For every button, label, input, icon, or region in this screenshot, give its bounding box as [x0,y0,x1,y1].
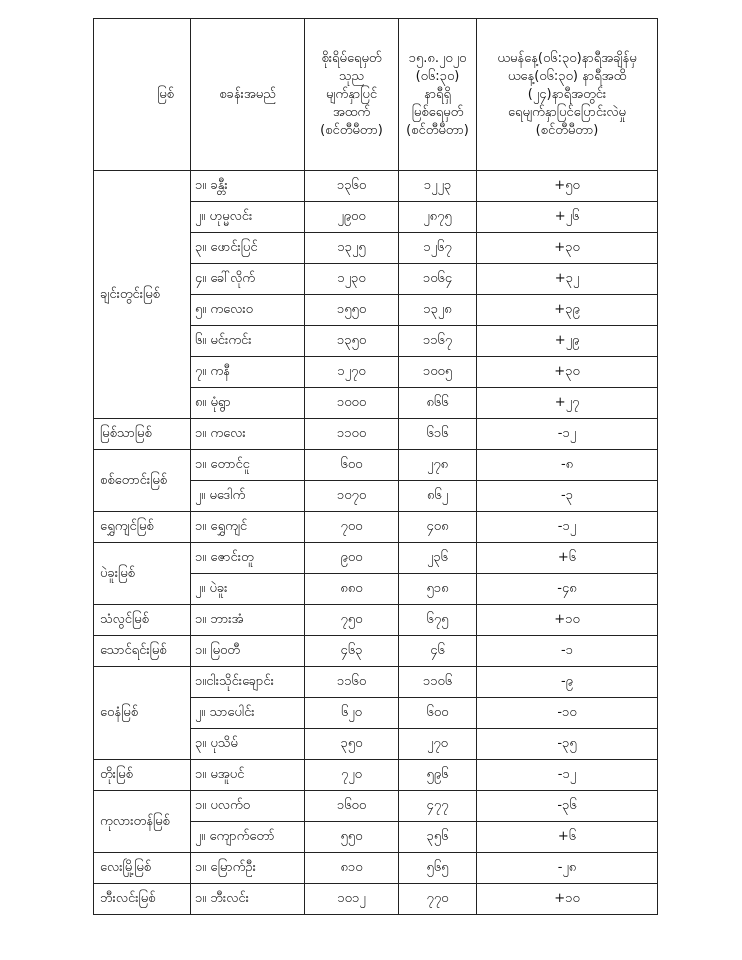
current-level-cell: ၁၀၆၄ [399,264,477,295]
current-level-cell: ၆၁၆ [399,419,477,450]
current-level-cell: ၇၇၀ [399,884,477,915]
station-name-cell: ၁။ ခန္တီး [191,171,305,202]
level-change-cell: +၁၀ [477,884,658,915]
table-row [94,605,658,636]
station-name-cell: ၁။ ပလက်ဝ [191,791,305,822]
current-level-cell: ၂၃၆ [399,543,477,574]
river-name-cell: ချင်းတွင်းမြစ် [94,171,191,419]
table-row [94,884,658,915]
current-level-cell: ၁၀၀၅ [399,357,477,388]
river-name-cell: လေးမြို့မြစ် [94,853,191,884]
danger-level-cell: ၂၉၀၀ [305,202,399,233]
current-level-cell: ၆၀၀ [399,698,477,729]
header-row [94,19,658,171]
danger-level-cell: ၁၃၅၀ [305,326,399,357]
header-danger-level [305,19,399,171]
table-row [94,419,658,450]
danger-level-cell: ၁၀၁၂ [305,884,399,915]
danger-level-cell: ၄၆၃ [305,636,399,667]
danger-level-cell: ၇၂၀ [305,760,399,791]
danger-level-cell: ၈၁၀ [305,853,399,884]
station-name-cell: ၂။ သာပေါင်း [191,698,305,729]
river-name-cell: ကုလားတန်မြစ် [94,791,191,853]
station-name-cell: ၂။ ပဲခူး [191,574,305,605]
level-change-cell: -၁ [477,636,658,667]
river-name-cell: စစ်တောင်းမြစ် [94,450,191,512]
level-change-cell: +၅၀ [477,171,658,202]
danger-level-cell: ၁၅၅၀ [305,295,399,326]
level-change-cell: -၂၈ [477,853,658,884]
river-name-cell: တိုးမြစ် [94,760,191,791]
table-row [94,450,658,481]
water-level-table [93,18,658,915]
danger-level-cell: ၁၁၆၀ [305,667,399,698]
header-change-line: ရေမျက်နှာပြင်ပြောင်းလဲမှု [508,104,626,120]
station-name-cell: ၂။ မဒေါက် [191,481,305,512]
station-name-cell: ၃။ ပုသိမ် [191,729,305,760]
table-row [94,853,658,884]
table-row [94,543,658,574]
header-current-line: ၁၅.၈.၂၀၂၀ [408,50,467,66]
station-name-cell: ၁။ ဘားအံ [191,605,305,636]
current-level-cell: ၈၆၆ [399,388,477,419]
danger-level-cell: ၃၅၀ [305,729,399,760]
station-name-cell: ၄။ ခေါ်လိုက် [191,264,305,295]
table-row [94,512,658,543]
station-name-cell: ၁။ငါးသိုင်းချောင်း [191,667,305,698]
station-name-cell: ၁။ ရွှေကျင် [191,512,305,543]
current-level-cell: ၅၁၈ [399,574,477,605]
danger-level-cell: ၁၃၂၅ [305,233,399,264]
current-level-cell: ၂၇၀ [399,729,477,760]
current-level-cell: ၆၇၅ [399,605,477,636]
river-level-document [93,18,658,915]
danger-level-cell: ၆၂၀ [305,698,399,729]
level-change-cell: -၄၈ [477,574,658,605]
level-change-cell: +၂၉ [477,326,658,357]
level-change-cell: -၃၅ [477,729,658,760]
level-change-cell: +၃၉ [477,295,658,326]
danger-level-cell: ၁၂၇၀ [305,357,399,388]
river-name-cell: ဘီးလင်းမြစ် [94,884,191,915]
current-level-cell: ၈၆၂ [399,481,477,512]
header-danger-line: (စင်တီမီတာ) [320,122,383,138]
station-name-cell: ၇။ ကနီ [191,357,305,388]
level-change-cell: -၁၂ [477,419,658,450]
danger-level-cell: ၅၅၀ [305,822,399,853]
table-row [94,791,658,822]
level-change-cell: +၂၇ [477,388,658,419]
header-change [477,19,658,171]
river-name-cell: ဝေနံမြစ် [94,667,191,760]
header-change-line: ယမန်နေ့(၀၆:၃၀)နာရီအချိန်မှ [497,50,637,66]
table-body [94,171,658,915]
level-change-cell: -၉ [477,667,658,698]
current-level-cell: ၄၆ [399,636,477,667]
station-name-cell: ၆။ မင်းကင်း [191,326,305,357]
station-name-cell: ၂။ ကျောက်တော် [191,822,305,853]
table-row [94,636,658,667]
current-level-cell: ၅၉၆ [399,760,477,791]
header-change-line: (စင်တီမီတာ) [535,122,599,138]
danger-level-cell: ၁၁၀၀ [305,419,399,450]
danger-level-cell: ၁၆၀၀ [305,791,399,822]
danger-level-cell: ၉၀၀ [305,543,399,574]
level-change-cell: -၃ [477,481,658,512]
station-name-cell: ၁။ မအူပင် [191,760,305,791]
danger-level-cell: ၁၃၆၀ [305,171,399,202]
current-level-cell: ၂၇၈ [399,450,477,481]
station-name-cell: ၁။ မြဝတီ [191,636,305,667]
station-name-cell: ၈။ မုံရွာ [191,388,305,419]
station-name-cell: ၁။ ကလေး [191,419,305,450]
station-name-cell: ၁။ ဘီးလင်း [191,884,305,915]
header-danger-line: သုည [338,68,365,84]
header-change-line: ယနေ့(၀၆:၃၀) နာရီအထိ [507,68,627,84]
danger-level-cell: ၆၀၀ [305,450,399,481]
current-level-cell: ၂၈၇၅ [399,202,477,233]
level-change-cell: -၁၂ [477,512,658,543]
current-level-cell: ၁၁၀၆ [399,667,477,698]
river-name-cell: သံလွင်မြစ် [94,605,191,636]
station-name-cell: ၃။ ဖောင်းပြင် [191,233,305,264]
station-name-cell: ၁။ မြောက်ဦး [191,853,305,884]
current-level-cell: ၁၂၆၇ [399,233,477,264]
header-change-line: (၂၄)နာရီအတွင်း [527,86,607,102]
level-change-cell: +၂၆ [477,202,658,233]
current-level-cell: ၃၅၆ [399,822,477,853]
river-name-cell: သောင်ရင်းမြစ် [94,636,191,667]
level-change-cell: -၃၆ [477,791,658,822]
table-row [94,171,658,202]
level-change-cell: +၃၂ [477,264,658,295]
level-change-cell: -၁၀ [477,698,658,729]
level-change-cell: +၆ [477,822,658,853]
river-name-cell: မြစ်သာမြစ် [94,419,191,450]
level-change-cell: +၆ [477,543,658,574]
header-current-level [399,19,477,171]
level-change-cell: -၁၂ [477,760,658,791]
header-current-line: (၀၆:၃၀) [415,68,460,84]
danger-level-cell: ၈၈၀ [305,574,399,605]
river-name-cell: ရွှေကျင်မြစ် [94,512,191,543]
river-name-cell: ပဲခူးမြစ် [94,543,191,605]
level-change-cell: +၃၀ [477,233,658,264]
current-level-cell: ၄၇၇ [399,791,477,822]
current-level-cell: ၁၂၂၃ [399,171,477,202]
danger-level-cell: ၁၂၃၀ [305,264,399,295]
level-change-cell: +၃၀ [477,357,658,388]
level-change-cell: -၈ [477,450,658,481]
current-level-cell: ၄၀၈ [399,512,477,543]
station-name-cell: ၂။ ဟုမ္မလင်း [191,202,305,233]
danger-level-cell: ၁၀၇၀ [305,481,399,512]
header-station: စခန်းအမည် [191,19,305,171]
danger-level-cell: ၁၀၀၀ [305,388,399,419]
danger-level-cell: ၇၀၀ [305,512,399,543]
station-name-cell: ၁။ တောင်ငူ [191,450,305,481]
header-current-line: နာရီရှိ [423,86,451,102]
current-level-cell: ၁၁၆၇ [399,326,477,357]
current-level-cell: ၅၆၅ [399,853,477,884]
header-river: မြစ် [94,19,191,171]
header-danger-line: မျက်နှာပြင် [325,86,378,102]
station-name-cell: ၅။ ကလေးဝ [191,295,305,326]
station-name-cell: ၁။ ဇောင်းတူ [191,543,305,574]
current-level-cell: ၁၃၂၈ [399,295,477,326]
header-current-line: မြစ်ရေမှတ် [411,104,464,120]
danger-level-cell: ၇၅၀ [305,605,399,636]
table-row [94,667,658,698]
header-current-line: (စင်တီမီတာ) [406,122,469,138]
level-change-cell: +၁၀ [477,605,658,636]
table-row [94,760,658,791]
header-danger-line: အထက် [332,104,371,120]
header-danger-line: စိုးရိမ်ရေမှတ် [321,50,382,66]
